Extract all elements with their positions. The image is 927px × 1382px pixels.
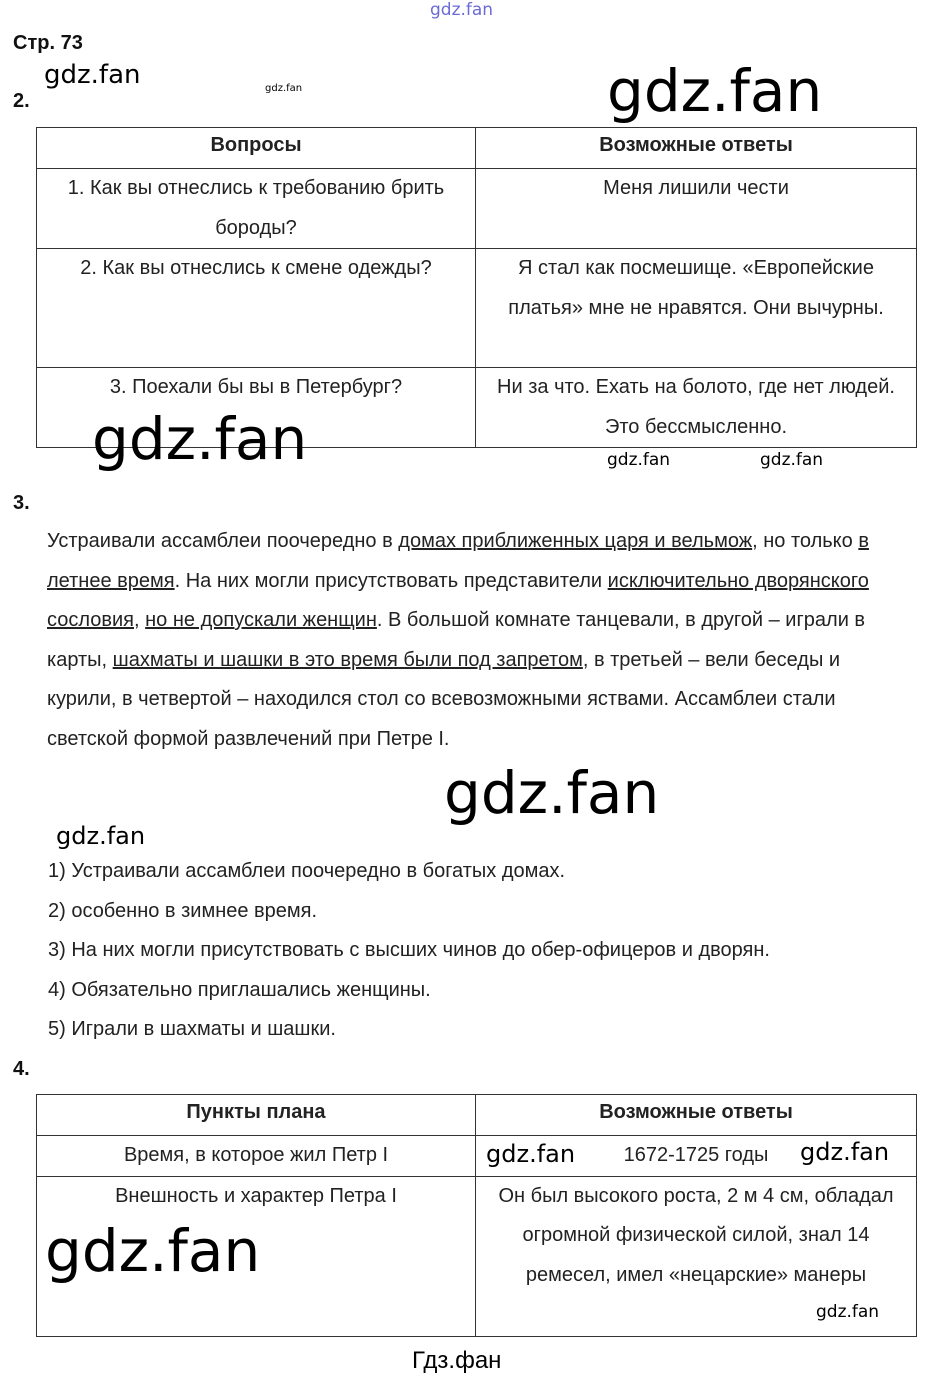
watermark: gdz.fan: [607, 450, 671, 470]
watermark: gdz.fan: [800, 1138, 890, 1166]
underlined-segment: шахматы и шашки в это время были под запретом: [112, 648, 583, 671]
underlined-segment: в летнее время: [47, 530, 869, 592]
text-segment: Устраивали ассамблеи поочередно в: [47, 530, 399, 552]
table-cell: 2. Как вы отнеслись к смене одежды?: [37, 249, 476, 368]
table-cell: Он был высокого роста, 2 м 4 см, обладал огромной физической силой, знал 14 ремесел, имел «нецарские» манеры: [476, 1176, 917, 1336]
watermark: gdz.fan: [760, 450, 824, 470]
task-3-list: [48, 852, 770, 1050]
task-3-paragraph: [47, 522, 907, 759]
text-segment: . На них могли присутствовать представители: [174, 569, 608, 592]
table-cell: Время, в которое жил Петр I: [37, 1136, 476, 1177]
column-header: Вопросы: [37, 128, 476, 169]
text-segment: . В большой комнате танцевали, в другой – играли в карты,: [47, 609, 866, 671]
watermark: Гдз.фан: [412, 1347, 502, 1374]
watermark: gdz.fan: [816, 1302, 880, 1322]
task-2-number: 2.: [13, 90, 30, 112]
list-item: 5) Играли в шахматы и шашки.: [48, 1018, 336, 1040]
watermark: gdz.fan: [444, 759, 660, 827]
text-segment: ,: [134, 609, 146, 631]
watermark: gdz.fan: [45, 1217, 261, 1285]
task-4-number: 4.: [13, 1058, 30, 1080]
list-item: 4) Обязательно приглашались женщины.: [48, 978, 431, 1001]
underlined-segment: исключительно дворянского сословия: [47, 569, 869, 631]
list-item: 1) Устраивали ассамблеи поочередно в богатых домах.: [48, 860, 566, 882]
table-cell: Ни за что. Ехать на болото, где нет людей. Это бессмысленно.: [476, 368, 917, 448]
table-row: [37, 1136, 917, 1177]
watermark: gdz.fan: [430, 0, 494, 20]
task-2-table: [36, 127, 917, 448]
underlined-segment: домах приближенных царя и вельмож: [398, 530, 753, 552]
table-header-row: [37, 128, 917, 169]
table-cell: 3. Поехали бы вы в Петербург?: [37, 368, 476, 448]
table-row: [37, 169, 917, 249]
table-cell: Меня лишили чести: [476, 169, 917, 249]
table-cell: Внешность и характер Петра I: [37, 1176, 476, 1336]
page-label: Стр. 73: [13, 32, 83, 54]
watermark: gdz.fan: [607, 57, 823, 125]
text-segment: , в третьей – вели беседы и курили, в четвертой – находился стол со всевозможными яствами. Ассамблеи стали светской формой развлечений при Петре I.: [47, 648, 841, 750]
task-4-table: [36, 1094, 917, 1337]
table-cell: Я стал как посмешище. «Европейские платья» мне не нравятся. Они вычурны.: [476, 249, 917, 368]
table-cell: 1. Как вы отнеслись к требованию брить бороды?: [37, 169, 476, 249]
watermark: gdz.fan: [44, 60, 141, 90]
list-item: 3) На них могли присутствовать с высших чинов до обер-офицеров и дворян.: [48, 939, 770, 961]
watermark: gdz.fan: [265, 83, 303, 94]
column-header: Пункты плана: [37, 1095, 476, 1136]
table-row: [37, 249, 917, 368]
list-item: 2) особенно в зимнее время.: [48, 899, 318, 922]
table-cell: 1672-1725 годы: [476, 1136, 917, 1177]
watermark: gdz.fan: [486, 1140, 576, 1168]
column-header: Возможные ответы: [476, 1095, 917, 1136]
text-segment: , но только: [752, 530, 859, 552]
table-header-row: [37, 1095, 917, 1136]
underlined-segment: но не допускали женщин: [145, 609, 377, 631]
task-3-number: 3.: [13, 492, 30, 514]
watermark: gdz.fan: [56, 822, 146, 850]
watermark: gdz.fan: [92, 405, 308, 473]
column-header: Возможные ответы: [476, 128, 917, 169]
